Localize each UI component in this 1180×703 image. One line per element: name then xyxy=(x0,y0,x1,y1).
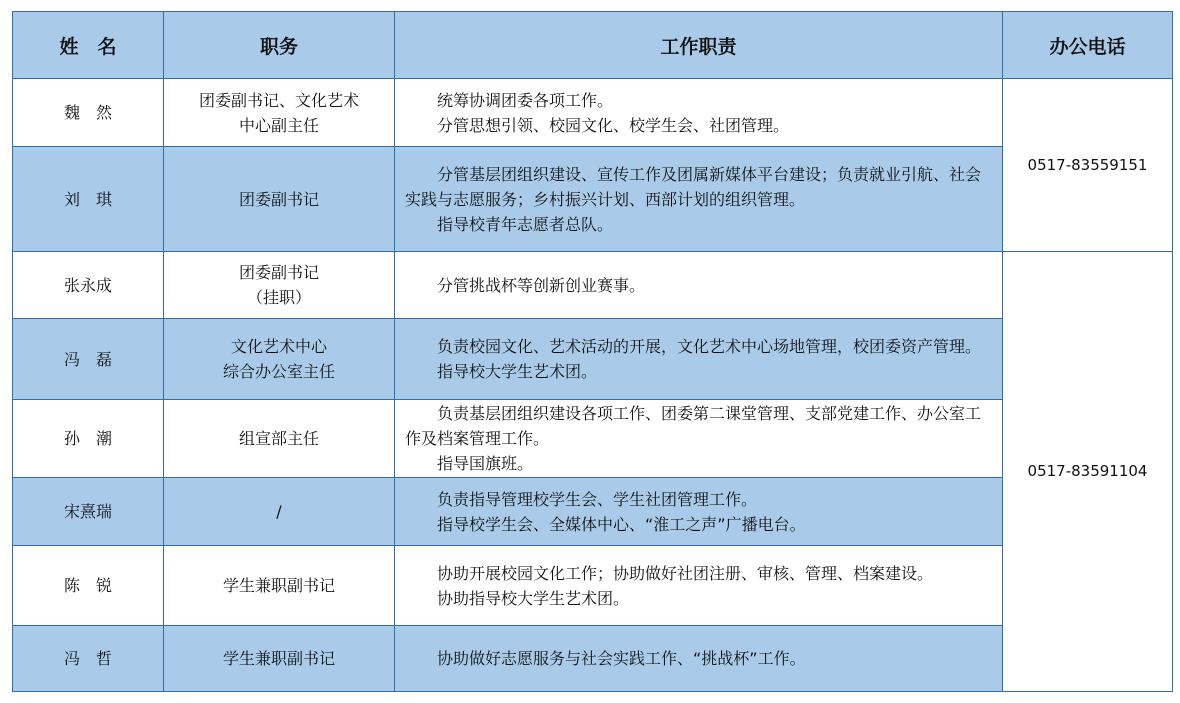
title-line: 团委副书记 xyxy=(238,263,319,282)
title-cell xyxy=(164,626,395,692)
header-row xyxy=(13,12,1173,79)
name-cell: 张永成 xyxy=(13,252,164,319)
duty-cell xyxy=(395,626,1003,692)
header-title: 职务 xyxy=(164,12,395,79)
duty-cell xyxy=(395,400,1003,478)
title-line: 组宣部主任 xyxy=(238,429,319,448)
header-phone: 办公电话 xyxy=(1003,12,1173,79)
phone-cell: 0517-83591104 xyxy=(1003,252,1173,692)
duty-paragraph: 负责基层团组织建设各项工作、团委第二课堂管理、支部党建工作、办公室工作及档案管理工作。 xyxy=(405,404,982,448)
title-line: 团委副书记、文化艺术 xyxy=(198,90,359,110)
duty-paragraph: 分管思想引领、校园文化、校学生会、社团管理。 xyxy=(437,115,790,135)
duty-cell xyxy=(395,319,1003,400)
duty-paragraph: 负责校园文化、艺术活动的开展，文化艺术中心场地管理，校团委资产管理。 xyxy=(437,337,982,356)
duty-paragraph: 协助开展校园文化工作；协助做好社团注册、审核、管理、档案建设。 xyxy=(437,563,934,583)
table-row xyxy=(13,79,1173,147)
name-cell: 刘 琪 xyxy=(13,147,164,252)
title-line: 综合办公室主任 xyxy=(222,362,335,381)
duty-paragraph: 协助指导校大学生艺术团。 xyxy=(437,588,630,608)
name-cell: 魏 然 xyxy=(13,79,164,147)
title-line: 学生兼职副书记 xyxy=(222,576,335,595)
title-line: 中心副主任 xyxy=(238,115,319,135)
title-cell xyxy=(164,252,395,319)
duty-cell xyxy=(395,478,1003,546)
duty-cell xyxy=(395,546,1003,626)
duty-paragraph: 指导校青年志愿者总队。 xyxy=(437,214,614,234)
header-duties: 工作职责 xyxy=(395,12,1003,79)
duty-paragraph: 指导国旗班。 xyxy=(437,454,534,473)
table-row xyxy=(13,147,1173,252)
title-cell xyxy=(164,319,395,400)
title-line: 学生兼职副书记 xyxy=(222,649,335,668)
duty-paragraph: 协助做好志愿服务与社会实践工作、“挑战杯”工作。 xyxy=(437,649,806,668)
table-row xyxy=(13,546,1173,626)
table-row xyxy=(13,478,1173,546)
duty-paragraph: 指导校学生会、全媒体中心、“淮工之声”广播电台。 xyxy=(437,514,806,534)
duty-cell xyxy=(395,252,1003,319)
title-cell xyxy=(164,79,395,147)
title-line: （挂职） xyxy=(246,288,311,307)
duty-paragraph: 指导校大学生艺术团。 xyxy=(437,362,598,381)
title-line: 团委副书记 xyxy=(238,189,319,209)
name-cell: 孙 潮 xyxy=(13,400,164,478)
duty-paragraph: 统筹协调团委各项工作。 xyxy=(437,90,614,110)
header-name: 姓 名 xyxy=(13,12,164,79)
title-cell xyxy=(164,546,395,626)
duty-paragraph: 分管挑战杯等创新创业赛事。 xyxy=(437,275,646,295)
duty-paragraph: 负责指导管理校学生会、学生社团管理工作。 xyxy=(437,489,758,509)
duty-cell xyxy=(395,147,1003,252)
title-line: 文化艺术中心 xyxy=(230,337,327,356)
duty-cell xyxy=(395,79,1003,147)
table-row xyxy=(13,252,1173,319)
name-cell: 冯 磊 xyxy=(13,319,164,400)
title-cell xyxy=(164,400,395,478)
name-cell: 宋熹瑞 xyxy=(13,478,164,546)
name-cell: 冯 哲 xyxy=(13,626,164,692)
name-cell: 陈 锐 xyxy=(13,546,164,626)
table-row xyxy=(13,400,1173,478)
title-cell xyxy=(164,478,395,546)
title-line: / xyxy=(276,502,282,521)
phone-cell: 0517-83559151 xyxy=(1003,79,1173,252)
staff-duty-table xyxy=(12,11,1173,692)
table-row xyxy=(13,626,1173,692)
title-cell xyxy=(164,147,395,252)
table-row xyxy=(13,319,1173,400)
duty-paragraph: 分管基层团组织建设、宣传工作及团属新媒体平台建设；负责就业引航、社会实践与志愿服务；乡村振兴计划、西部计划的组织管理。 xyxy=(405,164,982,209)
